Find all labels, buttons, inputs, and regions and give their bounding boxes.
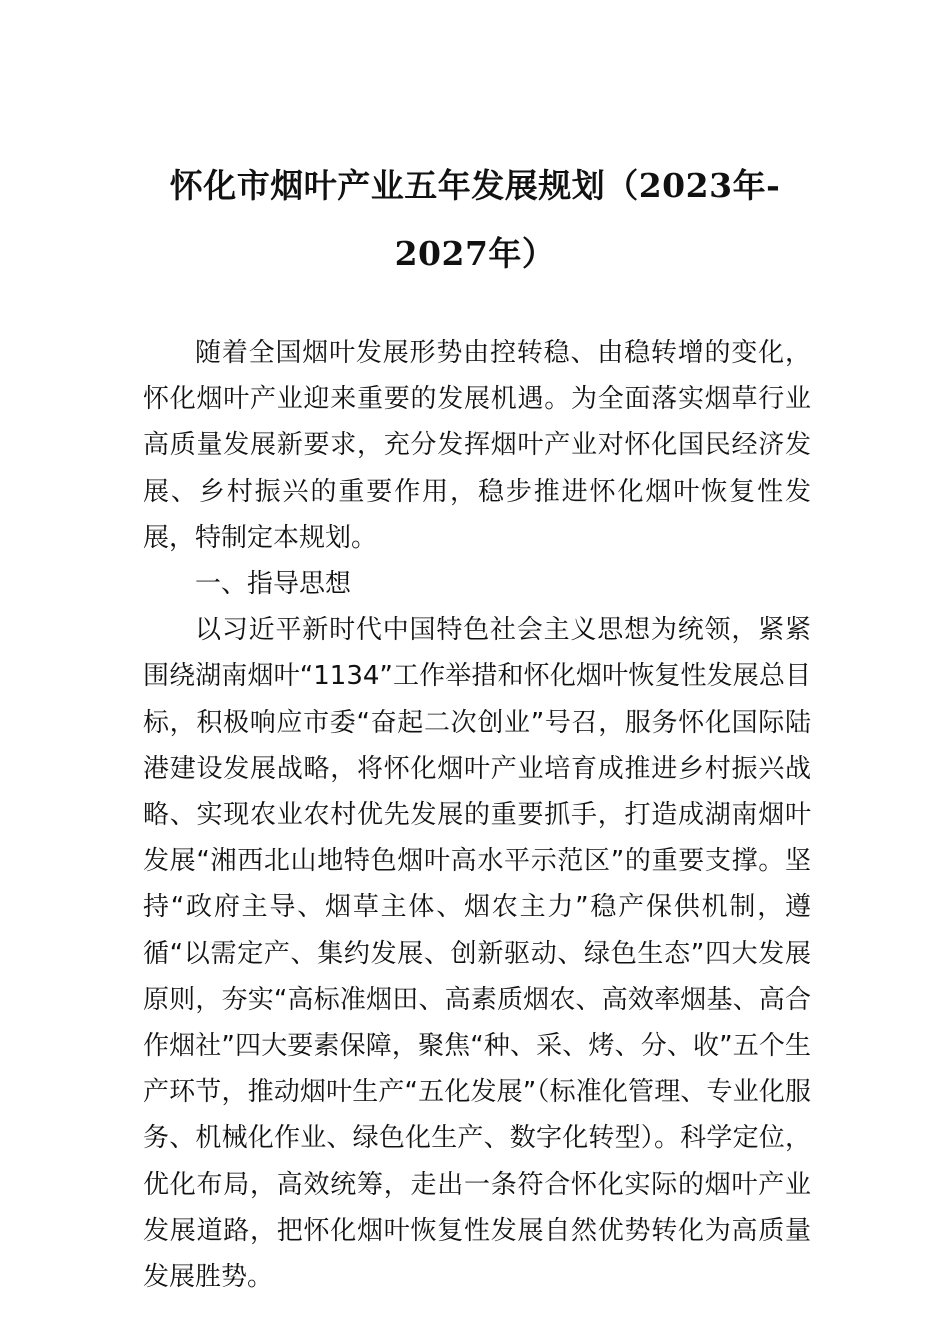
title-line-2: 2027年） — [394, 234, 556, 273]
guiding-ideology-paragraph: 以习近平新时代中国特色社会主义思想为统领，紧紧围绕湖南烟叶“1134”工作举措和怀化烟叶恢复性发展总目标，积极响应市委“奋起二次创业”号召，服务怀化国际陆港建设发展战略，将怀化烟叶产业培育成推进乡村振兴战略、实现农业农村优先发展的重要抓手，打造成湖南烟叶发展“湘西北山地特色烟叶高水平示范区”的重要支撑。坚持“政府主导、烟草主体、烟农主力”稳产保供机制，遵循“以需定产、集约发展、创新驱动、绿色生态”四大发展原则，夯实“高标准烟田、高素质烟农、高效率烟基、高合作烟社”四大要素保障，聚焦“种、采、烤、分、收”五个生产环节，推动烟叶生产“五化发展”（标准化管理、专业化服务、机械化作业、绿色化生产、数字化转型）。科学定位，优化布局，高效统筹，走出一条符合怀化实际的烟叶产业发展道路，把怀化烟叶恢复性发展自然优势转化为高质量发展胜势。 — [143, 615, 811, 1293]
intro-paragraph: 随着全国烟叶发展形势由控转稳、由稳转增的变化，怀化烟叶产业迎来重要的发展机遇。为全面落实烟草行业高质量发展新要求，充分发挥烟叶产业对怀化国民经济发展、乡村振兴的重要作用，稳步推进怀化烟叶恢复性发展，特制定本规划。 — [143, 338, 811, 553]
document-title — [140, 152, 810, 288]
section-heading-guiding-ideology: 一、指导思想 — [195, 569, 352, 600]
document-body — [143, 330, 811, 1300]
title-line-1: 怀化市烟叶产业五年发展规划（2023年- — [169, 166, 781, 205]
